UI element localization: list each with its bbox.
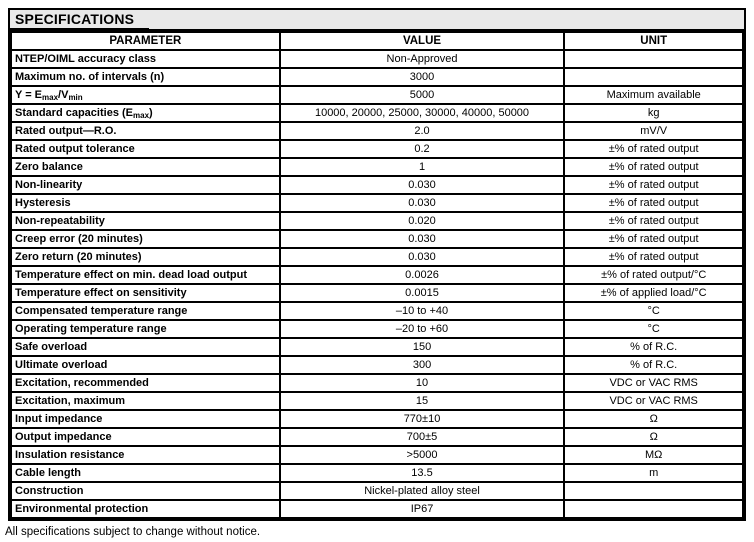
value-cell: –20 to +60 (280, 320, 565, 338)
unit-cell: % of R.C. (564, 338, 743, 356)
value-cell: 15 (280, 392, 565, 410)
table-row (11, 482, 743, 500)
value-cell: 700±5 (280, 428, 565, 446)
unit-cell: ±% of rated output (564, 158, 743, 176)
parameter-cell: Non-repeatability (11, 212, 280, 230)
value-cell: 13.5 (280, 464, 565, 482)
table-row (11, 338, 743, 356)
unit-cell (564, 50, 743, 68)
unit-cell: ±% of rated output (564, 212, 743, 230)
unit-cell: kg (564, 104, 743, 122)
unit-cell: VDC or VAC RMS (564, 374, 743, 392)
parameter-cell: Zero return (20 minutes) (11, 248, 280, 266)
parameter-cell: Zero balance (11, 158, 280, 176)
value-cell: 0.030 (280, 194, 565, 212)
unit-cell: MΩ (564, 446, 743, 464)
value-cell: Non-Approved (280, 50, 565, 68)
unit-cell: % of R.C. (564, 356, 743, 374)
value-cell: 10 (280, 374, 565, 392)
header-row (11, 32, 743, 50)
table-row (11, 266, 743, 284)
unit-cell (564, 482, 743, 500)
value-cell: 770±10 (280, 410, 565, 428)
unit-cell: m (564, 464, 743, 482)
spec-table-body (11, 50, 743, 518)
unit-cell: ±% of rated output (564, 248, 743, 266)
value-cell: 0.2 (280, 140, 565, 158)
table-row (11, 428, 743, 446)
unit-cell: ±% of rated output (564, 176, 743, 194)
footer-note: All specifications subject to change without notice. (5, 526, 261, 538)
value-cell: 5000 (280, 86, 565, 104)
parameter-cell: Output impedance (11, 428, 280, 446)
table-row (11, 248, 743, 266)
specifications-table (8, 8, 746, 521)
parameter-cell: Input impedance (11, 410, 280, 428)
value-cell: 0.0015 (280, 284, 565, 302)
value-cell: 3000 (280, 68, 565, 86)
parameter-cell: Cable length (11, 464, 280, 482)
unit-cell: °C (564, 320, 743, 338)
table-title: SPECIFICATIONS (15, 11, 135, 27)
unit-cell: ±% of rated output (564, 230, 743, 248)
value-cell: 300 (280, 356, 565, 374)
parameter-cell: $Y = E_{max}/V_{min}$ (11, 86, 280, 104)
parameter-cell: Excitation, maximum (11, 392, 280, 410)
parameter-cell: Construction (11, 482, 280, 500)
unit-cell: ±% of applied load/°C (564, 284, 743, 302)
value-cell: 0.0026 (280, 266, 565, 284)
unit-cell: ±% of rated output/°C (564, 266, 743, 284)
table-row (11, 320, 743, 338)
unit-cell: ±% of rated output (564, 194, 743, 212)
parameter-cell: Environmental protection (11, 500, 280, 518)
table-row (11, 230, 743, 248)
unit-cell: °C (564, 302, 743, 320)
unit-cell: Ω (564, 428, 743, 446)
parameter-cell: Rated output tolerance (11, 140, 280, 158)
table-row (11, 374, 743, 392)
parameter-cell: Creep error (20 minutes) (11, 230, 280, 248)
parameter-cell: Hysteresis (11, 194, 280, 212)
table-row (11, 446, 743, 464)
parameter-cell: Ultimate overload (11, 356, 280, 374)
column-header-value: VALUE (280, 32, 565, 50)
parameter-cell: Temperature effect on sensitivity (11, 284, 280, 302)
table-row (11, 158, 743, 176)
table-row (11, 194, 743, 212)
title-underline (10, 28, 149, 32)
parameter-cell: Rated output—R.O. (11, 122, 280, 140)
value-cell: 0.020 (280, 212, 565, 230)
value-cell: 0.030 (280, 176, 565, 194)
table-row (11, 104, 743, 122)
value-cell: IP67 (280, 500, 565, 518)
parameter-cell: Excitation, recommended (11, 374, 280, 392)
table-row (11, 500, 743, 518)
table-title-bar (10, 10, 744, 31)
table-row (11, 410, 743, 428)
table-row (11, 464, 743, 482)
value-cell: >5000 (280, 446, 565, 464)
value-cell: 0.030 (280, 248, 565, 266)
parameter-cell: Standard capacities $(E_{max})$ (11, 104, 280, 122)
parameter-cell: Operating temperature range (11, 320, 280, 338)
column-header-parameter: PARAMETER (11, 32, 280, 50)
table-row (11, 356, 743, 374)
table-row (11, 212, 743, 230)
parameter-cell: Safe overload (11, 338, 280, 356)
parameter-cell: Compensated temperature range (11, 302, 280, 320)
unit-cell: VDC or VAC RMS (564, 392, 743, 410)
column-header-unit: UNIT (564, 32, 743, 50)
table-row (11, 68, 743, 86)
unit-cell (564, 68, 743, 86)
table-row (11, 50, 743, 68)
table-row (11, 284, 743, 302)
parameter-cell: Temperature effect on min. dead load output (11, 266, 280, 284)
parameter-cell: NTEP/OIML accuracy class (11, 50, 280, 68)
unit-cell: Maximum available (564, 86, 743, 104)
table-row (11, 86, 743, 104)
parameter-cell: Insulation resistance (11, 446, 280, 464)
spec-grid (10, 31, 744, 519)
value-cell: Nickel-plated alloy steel (280, 482, 565, 500)
unit-cell: ±% of rated output (564, 140, 743, 158)
value-cell: 1 (280, 158, 565, 176)
parameter-cell: Non-linearity (11, 176, 280, 194)
unit-cell: mV/V (564, 122, 743, 140)
value-cell: –10 to +40 (280, 302, 565, 320)
parameter-cell: Maximum no. of intervals (n) (11, 68, 280, 86)
table-row (11, 176, 743, 194)
table-row (11, 392, 743, 410)
value-cell: 150 (280, 338, 565, 356)
table-row (11, 140, 743, 158)
table-row (11, 302, 743, 320)
table-row (11, 122, 743, 140)
unit-cell (564, 500, 743, 518)
unit-cell: Ω (564, 410, 743, 428)
value-cell: 0.030 (280, 230, 565, 248)
value-cell: 10000, 20000, 25000, 30000, 40000, 50000 (280, 104, 565, 122)
value-cell: 2.0 (280, 122, 565, 140)
